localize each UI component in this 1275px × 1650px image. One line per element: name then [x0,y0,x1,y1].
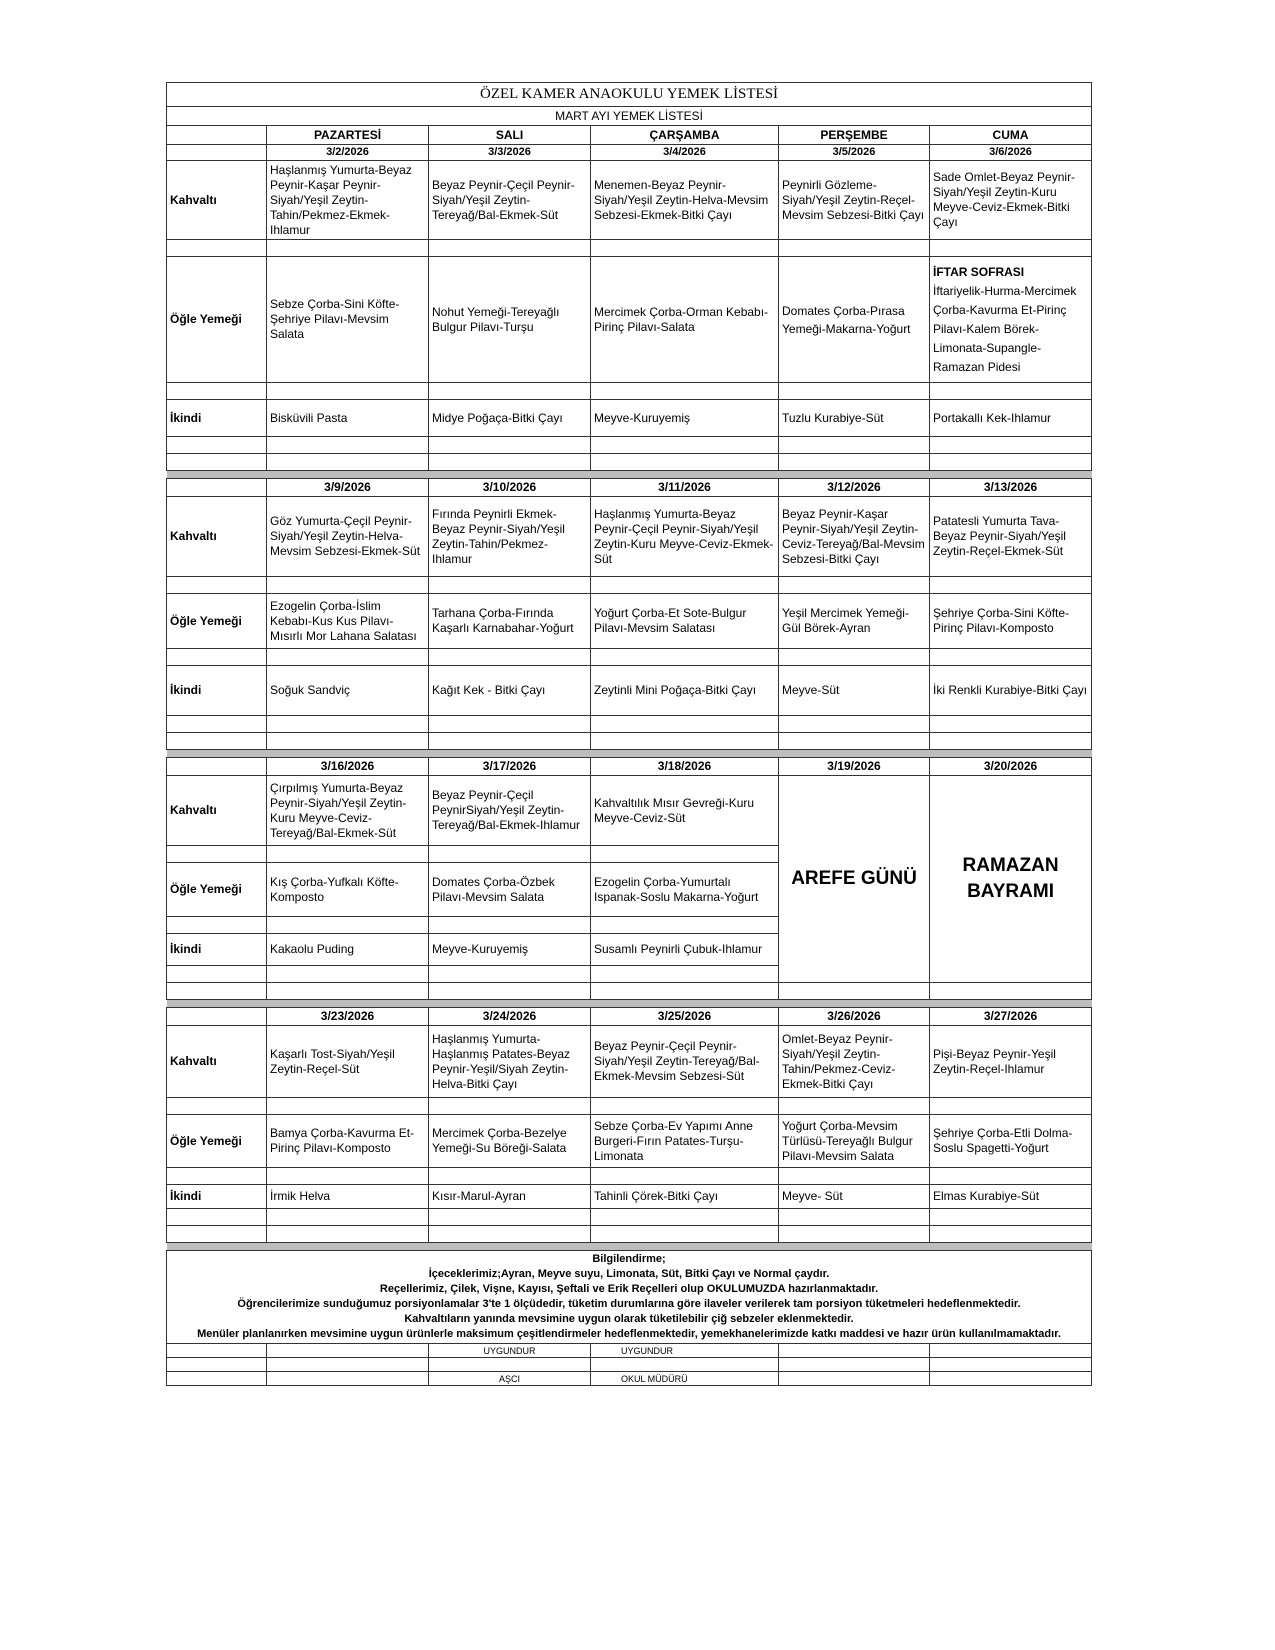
signature-row-approval [167,1344,1092,1358]
day-wednesday: ÇARŞAMBA [591,126,779,145]
menu-cell: Menemen-Beyaz Peynir-Siyah/Yeşil Zeytin-Helva-Mevsim Sebzesi-Ekmek-Bitki Çayı [591,161,779,240]
date-cell: 3/19/2026 [779,758,930,776]
menu-cell: Şehriye Çorba-Sini Köfte-Pirinç Pilavı-Komposto [930,594,1092,649]
week2-breakfast-row [167,497,1092,577]
menu-cell: Haşlanmış Yumurta-Haşlanmış Patates-Beyaz Peynir-Yeşil/Siyah Zeytin-Helva-Bitki Çayı [429,1026,591,1098]
menu-cell: İki Renkli Kurabiye-Bitki Çayı [930,666,1092,716]
menu-cell: Fırında Peynirli Ekmek-Beyaz Peynir-Siyah/Yeşil Zeytin-Tahin/Pekmez-Ihlamur [429,497,591,577]
iftar-cell [930,257,1092,383]
menu-cell: Portakallı Kek-Ihlamur [930,400,1092,437]
menu-table [166,82,1092,1386]
iftar-title: İFTAR SOFRASI [933,264,1025,279]
menu-cell: Peynirli Gözleme-Siyah/Yeşil Zeytin-Reçel-Mevsim Sebzesi-Bitki Çayı [779,161,930,240]
meal-label-snack: İkindi [167,1185,267,1209]
menu-cell: Patatesli Yumurta Tava-Beyaz Peynir-Siyah/Yeşil Zeytin-Reçel-Ekmek-Süt [930,497,1092,577]
menu-cell: Meyve-Süt [779,666,930,716]
info-line: İçeceklerimiz;Ayran, Meyve suyu, Limonata, Süt, Bitki Çayı ve Normal çaydır. [428,1268,830,1280]
week4-breakfast-row [167,1026,1092,1098]
approval-label: UYGUNDUR [429,1344,591,1358]
menu-cell: Yoğurt Çorba-Mevsim Türlüsü-Tereyağlı Bulgur Pilavı-Mevsim Salata [779,1115,930,1168]
week-separator [167,471,1092,479]
date-cell: 3/12/2026 [779,479,930,497]
week4-date-row [167,1008,1092,1026]
info-line: Reçellerimiz, Çilek, Vişne, Kayısı, Şeftali ve Erik Reçelleri olup OKULUMUZDA hazırlanmaktadır. [379,1283,879,1295]
menu-cell: Bamya Çorba-Kavurma Et-Pirinç Pilavı-Komposto [267,1115,429,1168]
menu-cell: Yoğurt Çorba-Et Sote-Bulgur Pilavı-Mevsim Salatası [591,594,779,649]
week-separator [167,750,1092,758]
menu-cell: Nohut Yemeği-Tereyağlı Bulgur Pilavı-Turşu [429,257,591,383]
menu-cell: Mercimek Çorba-Orman Kebabı-Pirinç Pilavı-Salata [591,257,779,383]
menu-sheet [166,82,1091,1386]
day-thursday: PERŞEMBE [779,126,930,145]
date-cell: 3/25/2026 [591,1008,779,1026]
menu-cell: Mercimek Çorba-Bezelye Yemeği-Su Böreği-Salata [429,1115,591,1168]
date-cell: 3/11/2026 [591,479,779,497]
date-cell: 3/24/2026 [429,1008,591,1026]
day-monday: PAZARTESİ [267,126,429,145]
meal-label-breakfast: Kahvaltı [167,1026,267,1098]
menu-cell: Beyaz Peynir-Kaşar Peynir-Siyah/Yeşil Zeytin-Ceviz-Tereyağ/Bal-Mevsim Sebzesi-Bitki Çayı [779,497,930,577]
menu-cell: Meyve- Süt [779,1185,930,1209]
menu-cell: Pişi-Beyaz Peynir-Yeşil Zeytin-Reçel-Ihlamur [930,1026,1092,1098]
menu-cell: Domates Çorba-Pırasa Yemeği-Makarna-Yoğurt [779,257,930,383]
info-heading: Bilgilendirme; [592,1253,666,1265]
arefe-cell: AREFE GÜNÜ [779,776,930,983]
info-line: Kahvaltıların yanında mevsimine uygun olarak tüketilebilir çiğ sebzeler eklenmektedir. [404,1313,854,1325]
date-cell: 3/18/2026 [591,758,779,776]
date-cell: 3/2/2026 [267,145,429,161]
meal-label-snack: İkindi [167,934,267,966]
meal-label-lunch: Öğle Yemeği [167,863,267,917]
date-cell: 3/27/2026 [930,1008,1092,1026]
week2-lunch-row [167,594,1092,649]
menu-cell: Beyaz Peynir-Çeçil PeynirSiyah/Yeşil Zeytin-Tereyağ/Bal-Ekmek-Ihlamur [429,776,591,846]
principal-signature-label: OKUL MÜDÜRÜ [591,1372,779,1386]
cook-signature-label: AŞCI [429,1372,591,1386]
menu-cell: Haşlanmış Yumurta-Beyaz Peynir-Çeçil Peynir-Siyah/Yeşil Zeytin-Kuru Meyve-Ceviz-Ekmek-Süt [591,497,779,577]
menu-cell: Tarhana Çorba-Fırında Kaşarlı Karnabahar-Yoğurt [429,594,591,649]
date-cell: 3/10/2026 [429,479,591,497]
menu-cell: Midye Poğaça-Bitki Çayı [429,400,591,437]
menu-cell: Ezogelin Çorba-Yumurtalı Ispanak-Soslu Makarna-Yoğurt [591,863,779,917]
menu-cell: Çırpılmış Yumurta-Beyaz Peynir-Siyah/Yeşil Zeytin-Kuru Meyve-Ceviz-Tereyağ/Bal-Ekmek-Süt [267,776,429,846]
week1-snack-row [167,400,1092,437]
meal-label-lunch: Öğle Yemeği [167,594,267,649]
week1-breakfast-row [167,161,1092,240]
menu-cell: Tahinli Çörek-Bitki Çayı [591,1185,779,1209]
info-notes [167,1251,1092,1344]
week1-lunch-row [167,257,1092,383]
bayram-cell: RAMAZAN BAYRAMI [930,776,1092,983]
menu-cell: Elmas Kurabiye-Süt [930,1185,1092,1209]
week1-date-row [167,145,1092,161]
menu-cell: Meyve-Kuruyemiş [591,400,779,437]
menu-cell: Kış Çorba-Yufkalı Köfte-Komposto [267,863,429,917]
menu-cell: Kakaolu Puding [267,934,429,966]
weekday-header-row [167,126,1092,145]
iftar-menu: İftariyelik-Hurma-Mercimek Çorba-Kavurma Et-Pirinç Pilavı-Kalem Börek-Limonata-Supangle-Ramazan Pidesi [933,283,1077,374]
info-notes-row [167,1251,1092,1344]
menu-cell: Şehriye Çorba-Etli Dolma-Soslu Spagetti-Yoğurt [930,1115,1092,1168]
page-title: ÖZEL KAMER ANAOKULU YEMEK LİSTESİ [167,83,1092,107]
menu-cell: Omlet-Beyaz Peynir-Siyah/Yeşil Zeytin-Tahin/Pekmez-Ceviz-Ekmek-Bitki Çayı [779,1026,930,1098]
date-cell: 3/3/2026 [429,145,591,161]
menu-cell: Beyaz Peynir-Çeçil Peynir-Siyah/Yeşil Zeytin-Tereyağ/Bal-Ekmek-Mevsim Sebzesi-Süt [591,1026,779,1098]
week-separator [167,1243,1092,1251]
date-cell: 3/9/2026 [267,479,429,497]
date-cell: 3/26/2026 [779,1008,930,1026]
date-cell: 3/6/2026 [930,145,1092,161]
day-tuesday: SALI [429,126,591,145]
menu-cell: Susamlı Peynirli Çubuk-Ihlamur [591,934,779,966]
menu-cell: Kısır-Marul-Ayran [429,1185,591,1209]
meal-label-lunch: Öğle Yemeği [167,1115,267,1168]
menu-cell: Beyaz Peynir-Çeçil Peynir-Siyah/Yeşil Zeytin-Tereyağ/Bal-Ekmek-Süt [429,161,591,240]
menu-cell: Ezogelin Çorba-İslim Kebabı-Kus Kus Pilavı-Mısırlı Mor Lahana Salatası [267,594,429,649]
menu-cell: Haşlanmış Yumurta-Beyaz Peynir-Kaşar Peynir-Siyah/Yeşil Zeytin-Tahin/Pekmez-Ekmek-Ihlamur [267,161,429,240]
date-cell: 3/13/2026 [930,479,1092,497]
day-friday: CUMA [930,126,1092,145]
menu-cell: Kaşarlı Tost-Siyah/Yeşil Zeytin-Reçel-Süt [267,1026,429,1098]
menu-cell: Sebze Çorba-Sini Köfte-Şehriye Pilavı-Mevsim Salata [267,257,429,383]
menu-cell: Sebze Çorba-Ev Yapımı Anne Burgeri-Fırın Patates-Turşu-Limonata [591,1115,779,1168]
date-cell: 3/23/2026 [267,1008,429,1026]
menu-cell: Soğuk Sandviç [267,666,429,716]
info-line: Öğrencilerimize sunduğumuz porsiyonlamalar 3'te 1 ölçüdedir, tüketim durumlarına göre ilaveler verilerek tam porsiyon tüketmeleri hedeflenmektedir. [237,1298,1021,1310]
week3-breakfast-row [167,776,1092,846]
week3-date-row [167,758,1092,776]
signature-row-names [167,1372,1092,1386]
menu-cell: Kahvaltılık Mısır Gevreği-Kuru Meyve-Ceviz-Süt [591,776,779,846]
date-cell: 3/4/2026 [591,145,779,161]
date-cell: 3/20/2026 [930,758,1092,776]
approval-label: UYGUNDUR [591,1344,779,1358]
menu-cell: Göz Yumurta-Çeçil Peynir-Siyah/Yeşil Zeytin-Helva-Mevsim Sebzesi-Ekmek-Süt [267,497,429,577]
meal-label-lunch: Öğle Yemeği [167,257,267,383]
date-cell: 3/5/2026 [779,145,930,161]
week4-lunch-row [167,1115,1092,1168]
meal-label-breakfast: Kahvaltı [167,776,267,846]
date-cell: 3/17/2026 [429,758,591,776]
date-cell: 3/16/2026 [267,758,429,776]
meal-label-breakfast: Kahvaltı [167,161,267,240]
menu-cell: Tuzlu Kurabiye-Süt [779,400,930,437]
week2-snack-row [167,666,1092,716]
week4-snack-row [167,1185,1092,1209]
menu-cell: Bisküvili Pasta [267,400,429,437]
info-line: Menüler planlanırken mevsimine uygun ürünlerle maksimum çeşitlendirmeler hedeflenmektedir, yemekhanelerimizde katkı maddesi ve hazır ürün kullanılmamaktadır. [197,1328,1061,1340]
menu-cell: Yeşil Mercimek Yemeği-Gül Börek-Ayran [779,594,930,649]
menu-cell: Sade Omlet-Beyaz Peynir-Siyah/Yeşil Zeytin-Kuru Meyve-Ceviz-Ekmek-Bitki Çayı [930,161,1092,240]
meal-label-snack: İkindi [167,400,267,437]
meal-label-breakfast: Kahvaltı [167,497,267,577]
meal-label-snack: İkindi [167,666,267,716]
week-separator [167,1000,1092,1008]
menu-cell: Domates Çorba-Özbek Pilavı-Mevsim Salata [429,863,591,917]
menu-cell: Meyve-Kuruyemiş [429,934,591,966]
menu-cell: Kağıt Kek - Bitki Çayı [429,666,591,716]
week2-date-row [167,479,1092,497]
page-subtitle: MART AYI YEMEK LİSTESİ [167,107,1092,126]
menu-cell: Zeytinli Mini Poğaça-Bitki Çayı [591,666,779,716]
menu-cell: İrmik Helva [267,1185,429,1209]
